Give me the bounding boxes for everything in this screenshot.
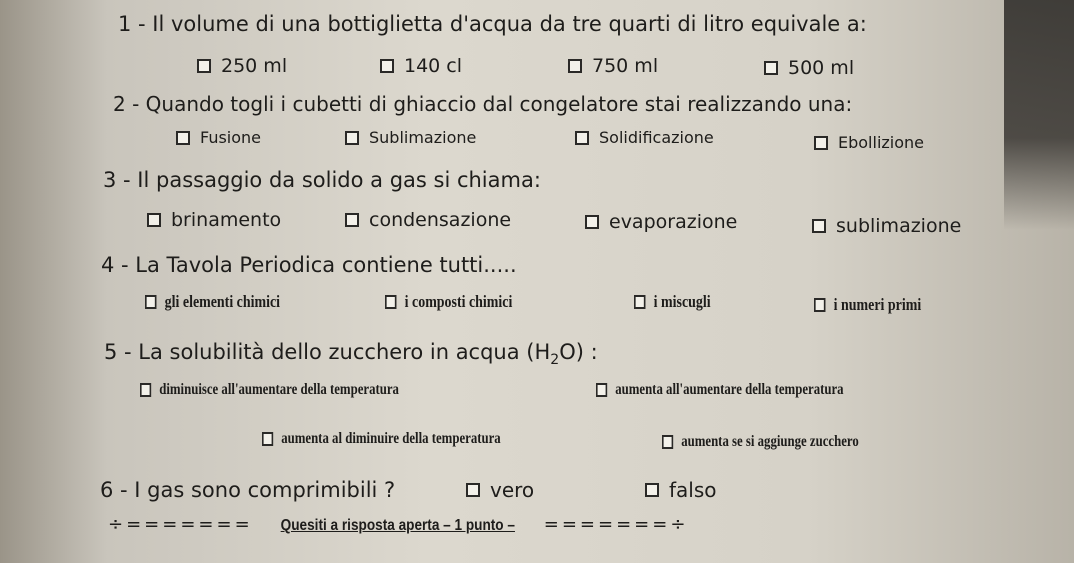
checkbox[interactable] — [176, 131, 190, 145]
checkbox[interactable] — [662, 435, 673, 449]
q3-option-sublimazione[interactable]: sublimazione — [812, 215, 961, 237]
question-1-title: 1 - Il volume di una bottiglietta d'acqua da tre quarti di litro equivale a: — [118, 12, 867, 36]
checkbox[interactable] — [345, 131, 359, 145]
open-questions-heading: Quesiti a risposta aperta – 1 punto – — [281, 517, 516, 534]
checkbox[interactable] — [596, 383, 607, 397]
q1-option-140cl[interactable]: 140 cl — [380, 55, 462, 77]
question-4-title: 4 - La Tavola Periodica contiene tutti..... — [101, 253, 517, 277]
q3-option-brinamento[interactable]: brinamento — [147, 209, 281, 231]
q5-option-aumenta-diminuire[interactable]: aumenta al diminuire della temperatura — [262, 430, 501, 448]
photo-shadow — [1004, 0, 1074, 230]
checkbox[interactable] — [385, 295, 396, 309]
checkbox[interactable] — [262, 432, 273, 446]
checkbox[interactable] — [145, 295, 156, 309]
checkbox[interactable] — [814, 136, 828, 150]
q1-option-750ml[interactable]: 750 ml — [568, 55, 658, 77]
checkbox[interactable] — [585, 215, 599, 229]
checkbox[interactable] — [568, 59, 582, 73]
checkbox[interactable] — [634, 295, 645, 309]
q6-option-falso[interactable]: falso — [645, 478, 717, 502]
q3-option-condensazione[interactable]: condensazione — [345, 209, 511, 231]
q2-option-solidificazione[interactable]: Solidificazione — [575, 128, 714, 147]
checkbox[interactable] — [814, 298, 825, 312]
q1-option-250ml[interactable]: 250 ml — [197, 55, 287, 77]
question-5-title: 5 - La solubilità dello zucchero in acqua $(H_2O)$ : — [104, 340, 598, 369]
question-3-title: 3 - Il passaggio da solido a gas si chiama: — [103, 168, 541, 192]
checkbox[interactable] — [140, 383, 151, 397]
checkbox[interactable] — [812, 219, 826, 233]
checkbox[interactable] — [345, 213, 359, 227]
question-2-title: 2 - Quando togli i cubetti di ghiaccio dal congelatore stai realizzando una: — [113, 92, 853, 116]
checkbox[interactable] — [764, 61, 778, 75]
q2-option-fusione[interactable]: Fusione — [176, 128, 261, 147]
q5-option-aumenta-temperatura[interactable]: aumenta all'aumentare della temperatura — [596, 381, 844, 399]
checkbox[interactable] — [380, 59, 394, 73]
section-divider: ÷======= Quesiti a risposta aperta – 1 punto – =======÷ — [108, 514, 689, 535]
checkbox[interactable] — [197, 59, 211, 73]
q4-option-elementi-chimici[interactable]: gli elementi chimici — [145, 292, 280, 312]
checkbox[interactable] — [575, 131, 589, 145]
q5-option-aggiunge-zucchero[interactable]: aumenta se si aggiunge zucchero — [662, 433, 859, 451]
q4-option-miscugli[interactable]: i miscugli — [634, 292, 711, 312]
q1-option-500ml[interactable]: 500 ml — [764, 57, 854, 79]
checkbox[interactable] — [466, 483, 480, 497]
q4-option-composti-chimici[interactable]: i composti chimici — [385, 292, 512, 312]
checkbox[interactable] — [645, 483, 659, 497]
checkbox[interactable] — [147, 213, 161, 227]
question-6-title: 6 - I gas sono comprimibili ? — [100, 478, 396, 502]
q2-option-ebollizione[interactable]: Ebollizione — [814, 133, 924, 152]
q4-option-numeri-primi[interactable]: i numeri primi — [814, 295, 921, 315]
q3-option-evaporazione[interactable]: evaporazione — [585, 211, 737, 233]
q2-option-sublimazione[interactable]: Sublimazione — [345, 128, 476, 147]
q5-option-diminuisce[interactable]: diminuisce all'aumentare della temperatura — [140, 381, 399, 399]
q6-option-vero[interactable]: vero — [466, 478, 534, 502]
